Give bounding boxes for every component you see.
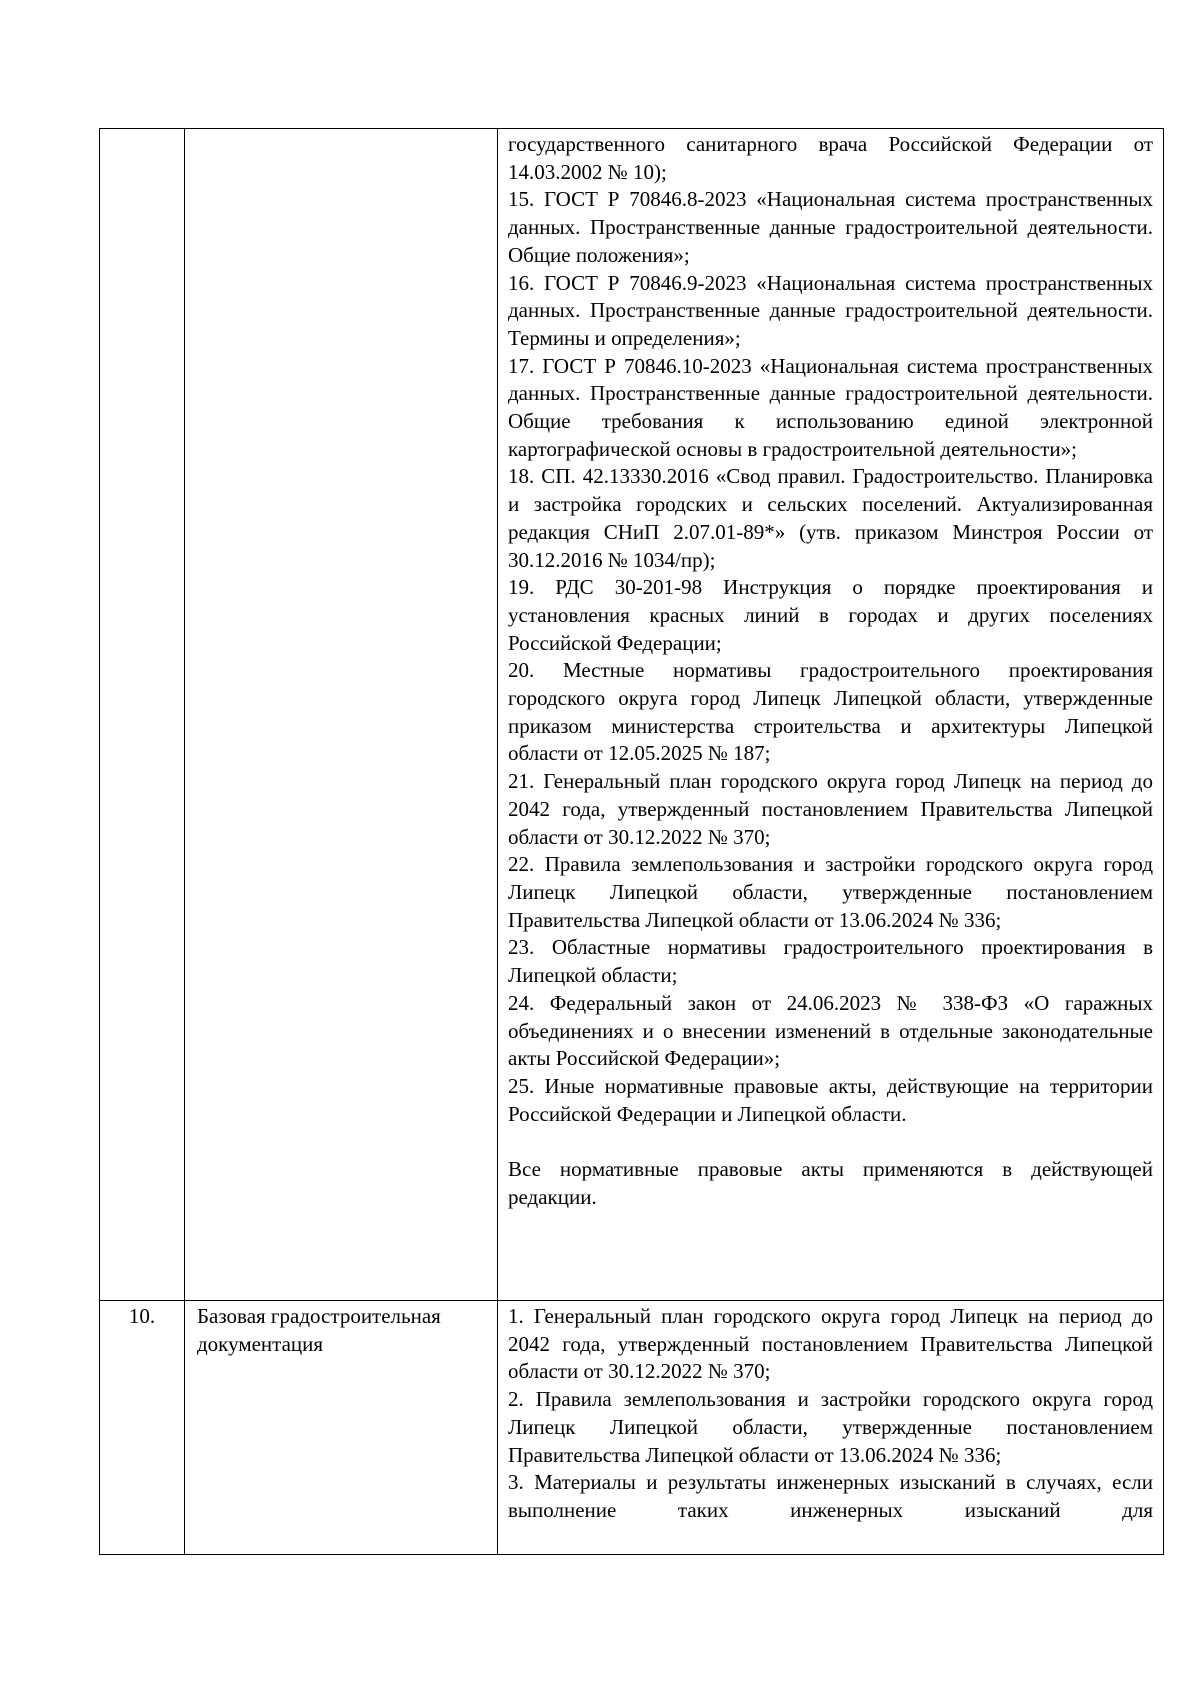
- row-title-cell: [185, 129, 498, 1301]
- list-item: 19. РДС 30-201-98 Инструкция о порядке проектирования и установления красных линий в городах и других поселениях Российской Федерации;: [508, 575, 1153, 655]
- table-row: [100, 129, 1164, 1301]
- regulations-list-cell: [498, 129, 1164, 1301]
- list-item: 23. Областные нормативы градостроительного проектирования в Липецкой области;: [508, 935, 1153, 988]
- list-item: 15. ГОСТ Р 70846.8-2023 «Национальная система пространственных данных. Пространственные данные градостроительной деятельности. Общие положения»;: [508, 187, 1153, 267]
- paragraph-spacer: [508, 1128, 1153, 1156]
- list-item: 24. Федеральный закон от 24.06.2023 № 338-ФЗ «О гаражных объединениях и о внесении изменений в отдельные законодательные акты Российской Федерации»;: [508, 990, 1153, 1071]
- list-item: 17. ГОСТ Р 70846.10-2023 «Национальная система пространственных данных. Пространственные данные градостроительной деятельности. Общие требования к использованию единой электронной картографической основы в градостроительной деятельности»;: [508, 353, 1153, 461]
- row-number-cell: [100, 129, 185, 1301]
- list-item: 25. Иные нормативные правовые акты, действующие на территории Российской Федерации и Липецкой области.: [508, 1073, 1153, 1126]
- list-item: государственного санитарного врача Российской Федерации от 14.03.2002 № 10);: [508, 132, 1153, 184]
- list-item: 20. Местные нормативы градостроительного проектирования городского округа город Липецк Липецкой области, утвержденные приказом министерства строительства и архитектуры Липецкой области от 12.05.2025 № 187;: [508, 658, 1153, 766]
- list-item: 2. Правила землепользования и застройки городского округа город Липецк Липецкой области, утвержденные постановлением Правительства Липецкой области от 13.06.2024 № 336;: [508, 1387, 1153, 1467]
- edition-note: Все нормативные правовые акты применяются в действующей редакции.: [508, 1157, 1153, 1209]
- list-item: 18. СП. 42.13330.2016 «Свод правил. Градостроительство. Планировка и застройка городских и сельских поселений. Актуализированная редакция СНиП 2.07.01-89*» (утв. приказом Минстроя России от 30.12.2016 № 1034/пр);: [508, 464, 1153, 572]
- list-item: 3. Материалы и результаты инженерных изысканий в случаях, если выполнение таких инженерных изысканий для: [508, 1470, 1153, 1522]
- list-item: 1. Генеральный план городского округа город Липецк на период до 2042 года, утвержденный постановлением Правительства Липецкой области от 30.12.2022 № 370;: [508, 1304, 1153, 1384]
- table-row: [100, 1301, 1164, 1555]
- row-title-cell: Базовая градостроительная документация: [185, 1301, 498, 1555]
- base-documentation-cell: [498, 1301, 1164, 1555]
- list-item: 21. Генеральный план городского округа город Липецк на период до 2042 года, утвержденный постановлением Правительства Липецкой области от 30.12.2022 № 370;: [508, 769, 1153, 849]
- row-number-cell: 10.: [100, 1301, 185, 1555]
- list-item: 16. ГОСТ Р 70846.9-2023 «Национальная система пространственных данных. Пространственные данные градостроительной деятельности. Термины и определения»;: [508, 270, 1153, 350]
- list-item: 22. Правила землепользования и застройки городского округа город Липецк Липецкой области, утвержденные постановлением Правительства Липецкой области от 13.06.2024 № 336;: [508, 852, 1153, 932]
- requirements-table: [99, 128, 1164, 1555]
